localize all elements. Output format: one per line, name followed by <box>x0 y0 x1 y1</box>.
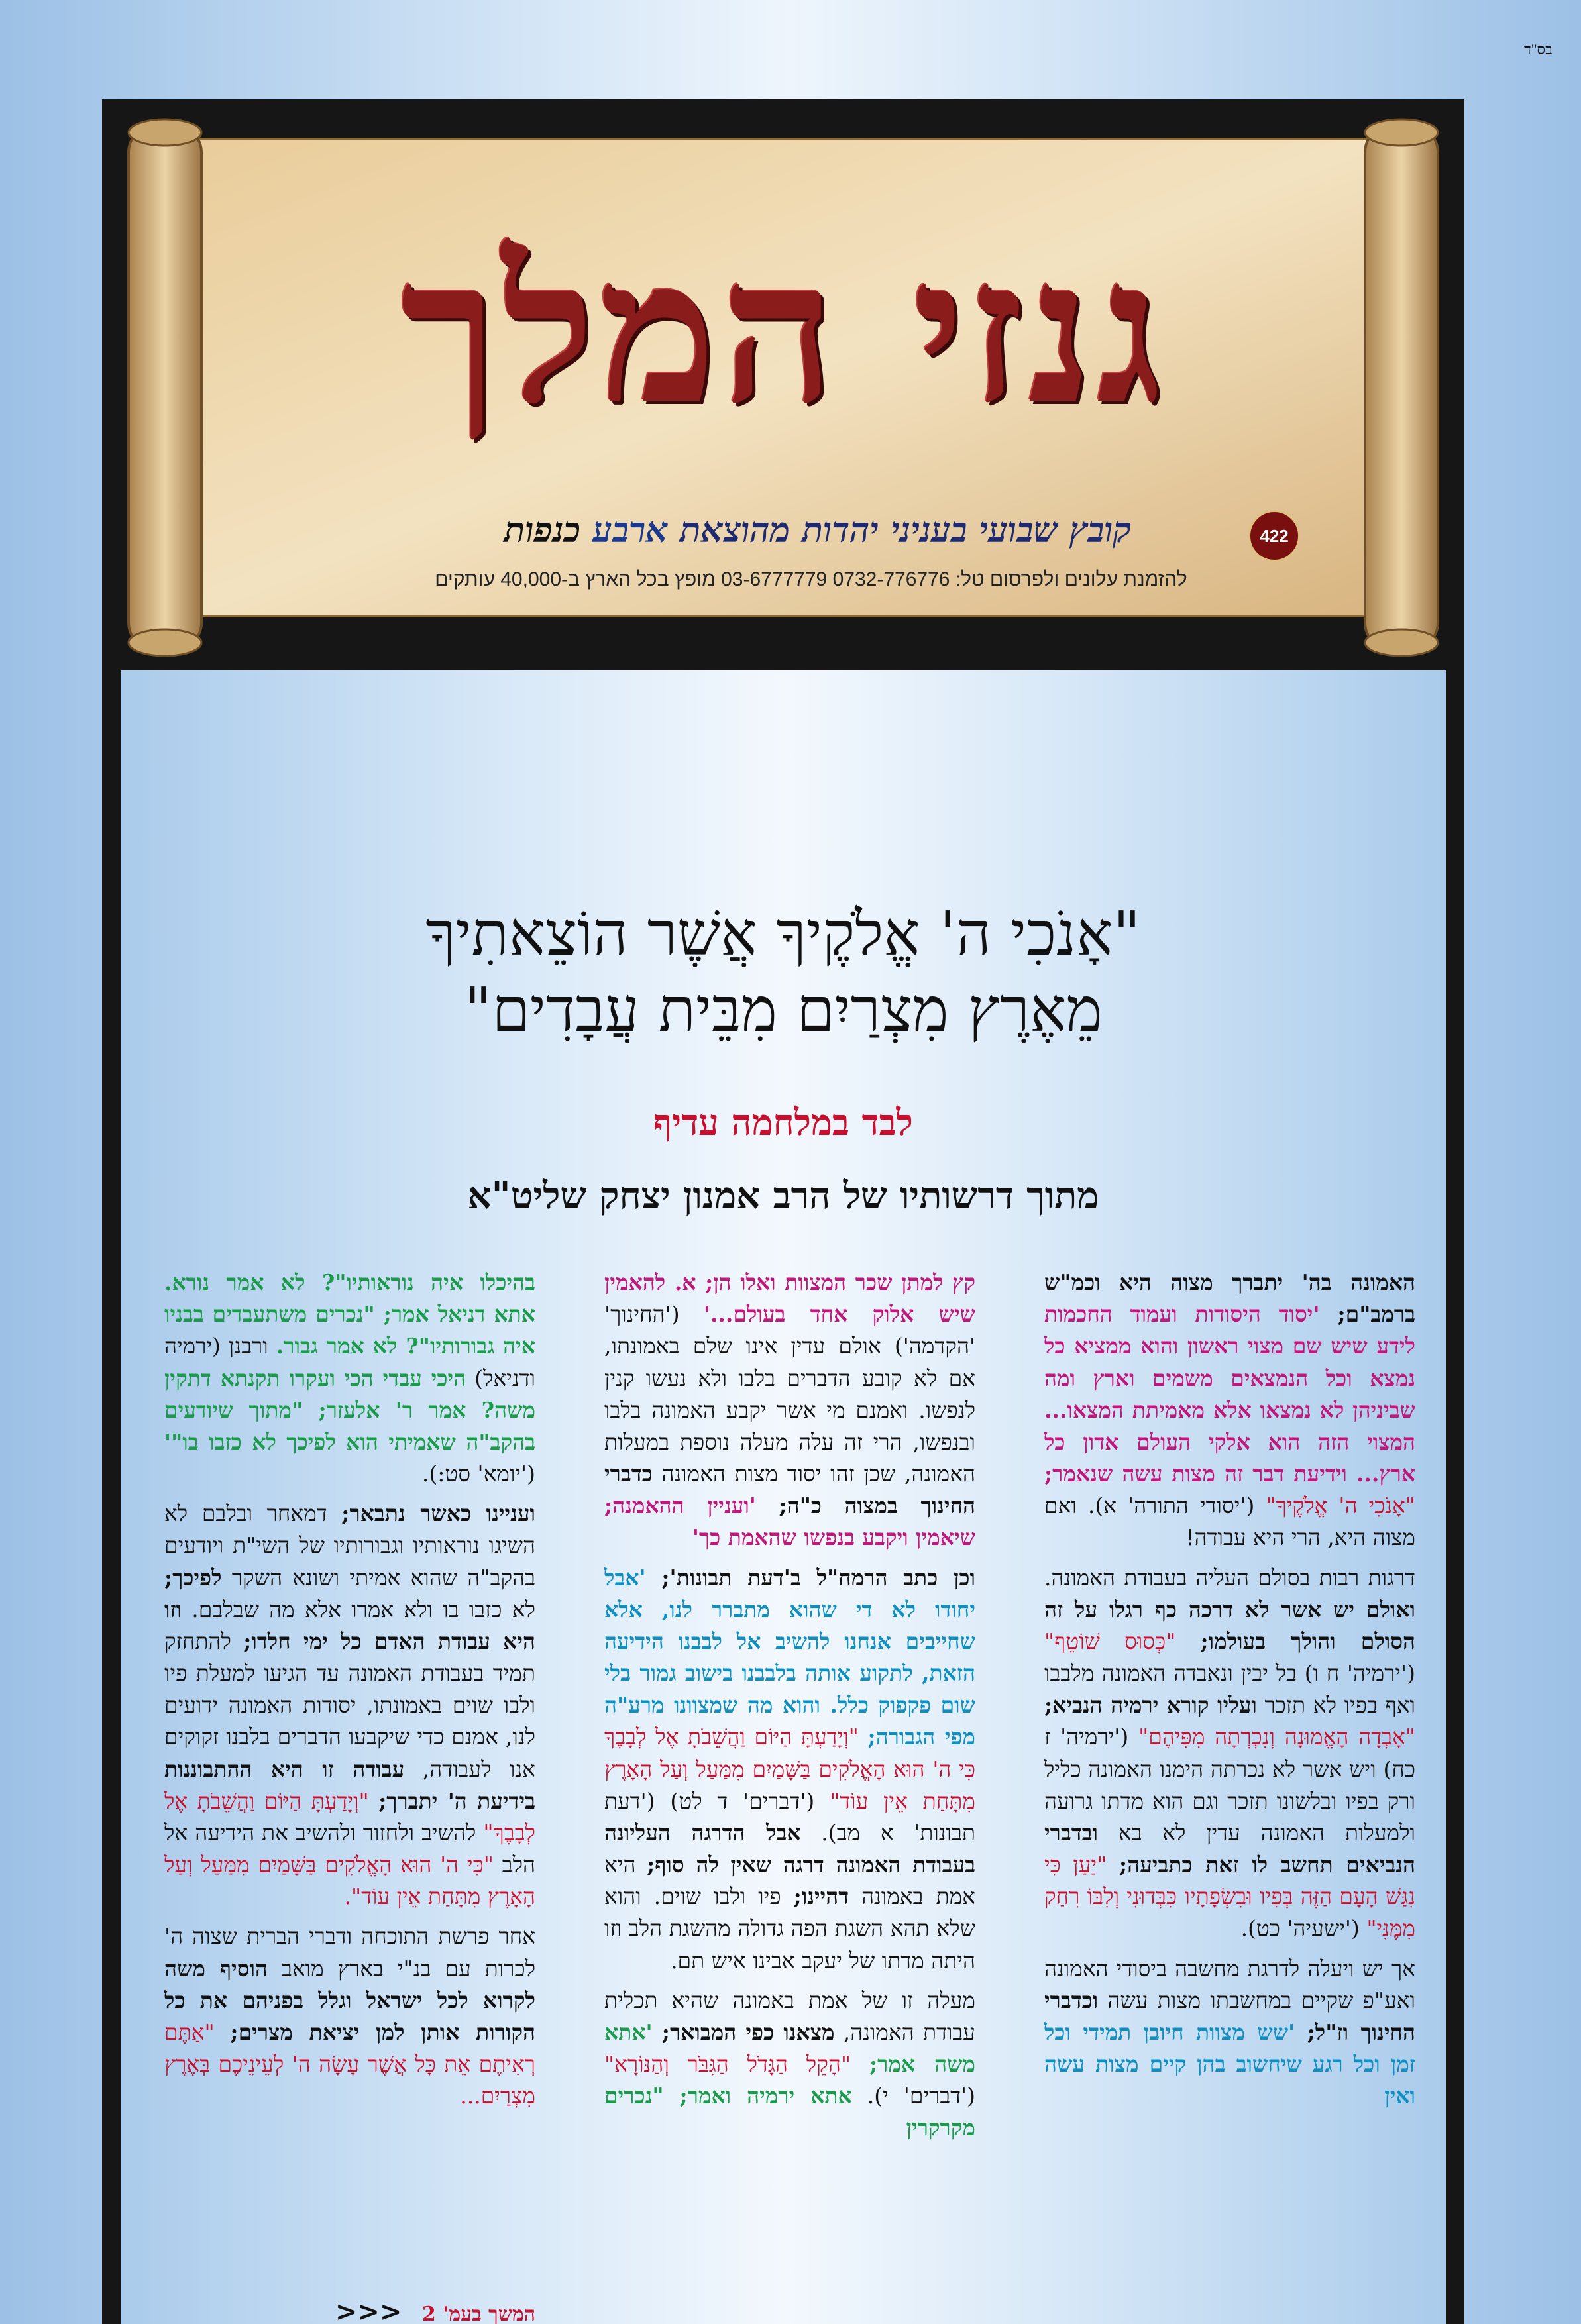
article-subtitle: לבד במלחמה עדיף <box>653 1101 913 1143</box>
text-run: "אָבְדָה הָאֱמוּנָה וְנִכְרְתָה מִפִּיהֶם" <box>1138 1724 1415 1750</box>
paragraph <box>604 1562 975 1977</box>
text-run: 'שש מצוות חיובן תמידי וכל זמן וכל רגע שיחשוב בהן קיים מצות עשה ואין <box>1044 2019 1415 2109</box>
issue-number-badge: 422 <box>1248 510 1300 562</box>
text-run: אך יש ויעלה לדרגת מחשבה ביסודי האמונה ואע"פ שקיים במחשבתו מצות עשה <box>1044 1955 1415 2013</box>
text-run: עבודה זו היא ההתבוננות בידיעת ה' יתברך; <box>164 1756 535 1814</box>
text-run: לא כזבו בו ולא אמרו אלא מה שבלבם. <box>182 1596 535 1622</box>
text-run: בהיכלו איה נוראותיו"? לא אמר נורא. אתא דניאל אמר; "נכרים משתעבדים בבניו איה גבורותיו"? לא אמר גבור. <box>164 1269 535 1359</box>
text-run: דרגות רבות בסולם העליה בעבודת האמונה. <box>1044 1564 1415 1591</box>
text-column-2 <box>604 1267 975 2300</box>
verse-line-2: מֵאֶרֶץ מִצְרַיִם מִבֵּית עֲבָדִים" <box>464 975 1103 1045</box>
text-run: ורבנן (ירמיה ודניאל) <box>164 1333 535 1391</box>
text-run: 'יסוד היסודות ועמוד החכמות לידע שיש שם מצוי ראשון והוא ממציא כל נמצא וכל הנמצאים משמים וארץ ומה שביניהן לא נמצאו אלא מאמיתת המצאו... המצוי הזה הוא אלקי העולם אדון כל ארץ... וידיעת דבר זה מצות עשה שנאמר; <box>1044 1301 1415 1487</box>
paragraph <box>164 1498 535 1913</box>
text-run: "כִּי ה' הוּא הָאֱלֹקִים בַּשָּׁמַיִם מִמַּעַל וְעַל הָאָרֶץ מִתָּחַת אֵין עוֹד". <box>164 1852 535 1910</box>
headline-verse <box>121 896 1446 1048</box>
text-run: ('דברים' ד לט) ('דעת תבונות' א מב). <box>604 1787 975 1846</box>
text-run: וזו היא עבודת האדם כל ימי חלדו; <box>164 1596 535 1654</box>
paragraph <box>164 1267 535 1490</box>
text-column-3 <box>164 1267 535 2300</box>
continued-label: המשך בעמ' 2 <box>421 2303 535 2324</box>
paragraph <box>1044 1267 1415 1554</box>
text-run: "אָנֹכִי ה' אֱלֹקֶיךָ" <box>1266 1493 1415 1519</box>
text-run: "כְּסוּס שׁוֹטֵף" <box>1044 1628 1201 1654</box>
text-run: להשיב ולחזור ולהשיב את הידיעה אל הלב <box>164 1819 535 1878</box>
text-run: "הָקֵל הַגָּדֹל הַגִּבֹּר וְהַנּוֹרָא" <box>604 2051 869 2078</box>
text-run: דהיינו; <box>793 1883 849 1910</box>
text-run: פיו ולבו שוים. והוא שלא תהא השגת הפה גדולה מהשגת הלב וזו היתה מדתו של יעקב אבינו איש תם. <box>604 1883 975 1974</box>
text-run: "וְיָדַעְתָּ הַיּוֹם וַהֲשֵׁבֹתָ אֶל לְבָבֶךָ" <box>164 1787 535 1846</box>
text-run: ('יומא' סט:). <box>421 1461 535 1487</box>
article-sheet <box>121 670 1446 2324</box>
paragraph <box>1044 1562 1415 1945</box>
text-run: אתא ירמיה ואמר; "נכרים מקרקרין <box>604 2083 975 2141</box>
text-run: אבל הדרגה העליונה בעבודת האמונה דרגה שאין לה סוף; <box>604 1819 975 1878</box>
text-run: מעלה זו של אמת באמונה שהיא תכלית עבודת האמונה, <box>604 1987 975 2045</box>
text-run: "אַתֶּם רְאִיתֶם אֵת כָּל אֲשֶׁר עָשָׂה ה' לְעֵינֵיכֶם בְּאֶרֶץ מִצְרַיִם... <box>164 2019 535 2109</box>
text-run: ועניינו כאשר נתבאר; <box>341 1501 535 1527</box>
text-run: ואולם יש אשר לא דרכה כף רגלו על זה הסולם והולך בעולמו; <box>1044 1596 1415 1654</box>
text-run: האמונה בה' יתברך מצוה היא וכמ"ש ברמב"ם; <box>1044 1269 1415 1328</box>
bsd-mark: בס"ד <box>1524 41 1553 58</box>
text-run: 'אבל יחודו לא די שהוא מתברר לנו, אלא שחייבים אנחנו להשיב אל לבבנו הידיעה הזאת, לתקוע אותה בלבבנו בישוב גמור בלי שום פקפוק כלל. והוא מה שמצוונו מרע"ה מפי הגבורה; <box>604 1564 975 1750</box>
text-run: 'ועניין ההאמנה; שיאמין ויקבע בנפשו שהאמת כך' <box>604 1493 975 1551</box>
text-run: ('החינוך' 'הקדמה') אולם עדין אינו שלם באמונתו, אם לא קובע הדברים בלבו ולא נעשו קנין לנפשו. ואמנם מי אשר יקבע האמונה בלבו ובנפשו, הרי זה עלה מעלה נוספת במעלות האמונה, שכן זהו יסוד מצות האמונה <box>604 1301 975 1487</box>
text-run: ('ירמיה' ז כח) ויש אשר לא נכרתה הימנו האמונה כליל ורק בפיו ובלשונו תזכר וגם הוא מדתו גרועה ולמעלות האמונה עדין לא בא <box>1044 1724 1415 1846</box>
text-run: מצאנו כפי המבואר; <box>661 2019 835 2045</box>
text-run: ('ירמיה' ח ו) בל יבין ונאבדה האמונה מלבבו ואף בפיו לא תזכר <box>1044 1660 1415 1718</box>
page-frame <box>102 99 1464 2324</box>
text-run: ('ישעיה' כט). <box>1240 1915 1367 1942</box>
text-run: דמאחר ובלבם לא השיגו נוראותיו וגבורותיו של השי"ת ויודעים בהקב"ה שהוא אמיתי ושונא השקר <box>164 1501 535 1591</box>
text-run: היא אמת באמונה <box>604 1852 975 1910</box>
masthead-title: גנזי המלך <box>400 214 1166 448</box>
continued-note <box>164 2296 535 2324</box>
article-author: מתוך דרשותיו של הרב אמנון יצחק שליט"א <box>467 1174 1099 1218</box>
brand-name-part2: כנפות <box>504 510 581 551</box>
text-run: להתחזק תמיד בעבודת האמונה עד הגיעו למעלת פיו ולבו שוים באמונתו, יסודות האמונה ידועים לנו, אמנם כדי שיקבעו הדברים בלבנו זקוקים אנו לעבודה, <box>164 1628 535 1782</box>
text-run: ועליו קורא ירמיה הנביא; <box>1044 1692 1257 1718</box>
text-run: הוסיף משה לקרוא לכל ישראל וגלל בפניהם את כל הקורות אותן למן יציאת מצרים; <box>164 1955 535 2045</box>
text-run: 'אתא משה אמר; <box>604 2019 975 2078</box>
text-run: ('יסודי התורה' א). ואם מצוה היא, הרי היא עבודה! <box>1044 1493 1415 1551</box>
text-run: "וְיָדַעְתָּ הַיּוֹם וַהֲשֵׁבֹתָ אֶל לְבָבֶךָ כִּי ה' הוּא הָאֱלֹקִים בַּשָּׁמַיִם מִמַּעַל וְעַל הָאָרֶץ מִתָּחַת אֵין עוֹד" <box>604 1724 975 1814</box>
text-run: ובדברי הנביאים תחשב לו זאת כתביעה; <box>1044 1819 1415 1878</box>
text-run: וכדברי החינוך וז"ל; <box>1044 1987 1415 2045</box>
text-run: "יַעַן כִּי נִגַּשׁ הָעָם הַזֶּה בְּפִיו וּבִשְׂפָתָיו כִּבְּדוּנִי וְלִבּוֹ רִחַק מִמֶּנִּי" <box>1044 1852 1415 1942</box>
brand-name-part1: ארבע <box>592 510 668 551</box>
arrow-left-icon: <<< <box>335 2296 402 2324</box>
paragraph <box>1044 1953 1415 2113</box>
scroll-header <box>102 113 1464 662</box>
text-run: היכי עבדי הכי ועקרו תקנתא דתקין משה? אמר ר' אלעזר; "מתוך שיודעים בהקב"ה שאמיתי הוא לפיכך לא כזבו בו"' <box>164 1365 535 1455</box>
text-run: קץ למתן שכר המצוות ואלו הן; א. להאמין שיש אלוק אחד בעולם...' <box>604 1269 975 1328</box>
text-run: כדברי החינוך במצוה כ"ה; <box>604 1461 975 1519</box>
tagline-prefix: קובץ שבועי בעניני יהדות מהוצאת <box>679 510 1132 551</box>
verse-line-1: "אָנֹכִי ה' אֱלֹקֶיךָ אֲשֶׁר הוֹצֵאתִיךָ <box>425 898 1141 969</box>
paragraph <box>604 1267 975 1554</box>
text-run: לפיכך; <box>164 1564 222 1591</box>
text-run: וכן כתב הרמח"ל ב'דעת תבונות'; <box>661 1564 975 1591</box>
tagline <box>341 510 1295 551</box>
paragraph <box>604 1985 975 2144</box>
paragraph <box>164 1921 535 2112</box>
text-column-1 <box>1044 1267 1415 2300</box>
text-run: אחר פרשת התוכחה ודברי הברית שצוה ה' לכרות עם בנ"י בארץ מואב <box>164 1923 535 1981</box>
contact-line: להזמנת עלונים ולפרסום טל: 0732-776776 03-6777779 מופץ בכל הארץ ב-40,000 עותקים <box>435 568 1187 590</box>
text-run: ('דברים' י). <box>851 2083 975 2109</box>
